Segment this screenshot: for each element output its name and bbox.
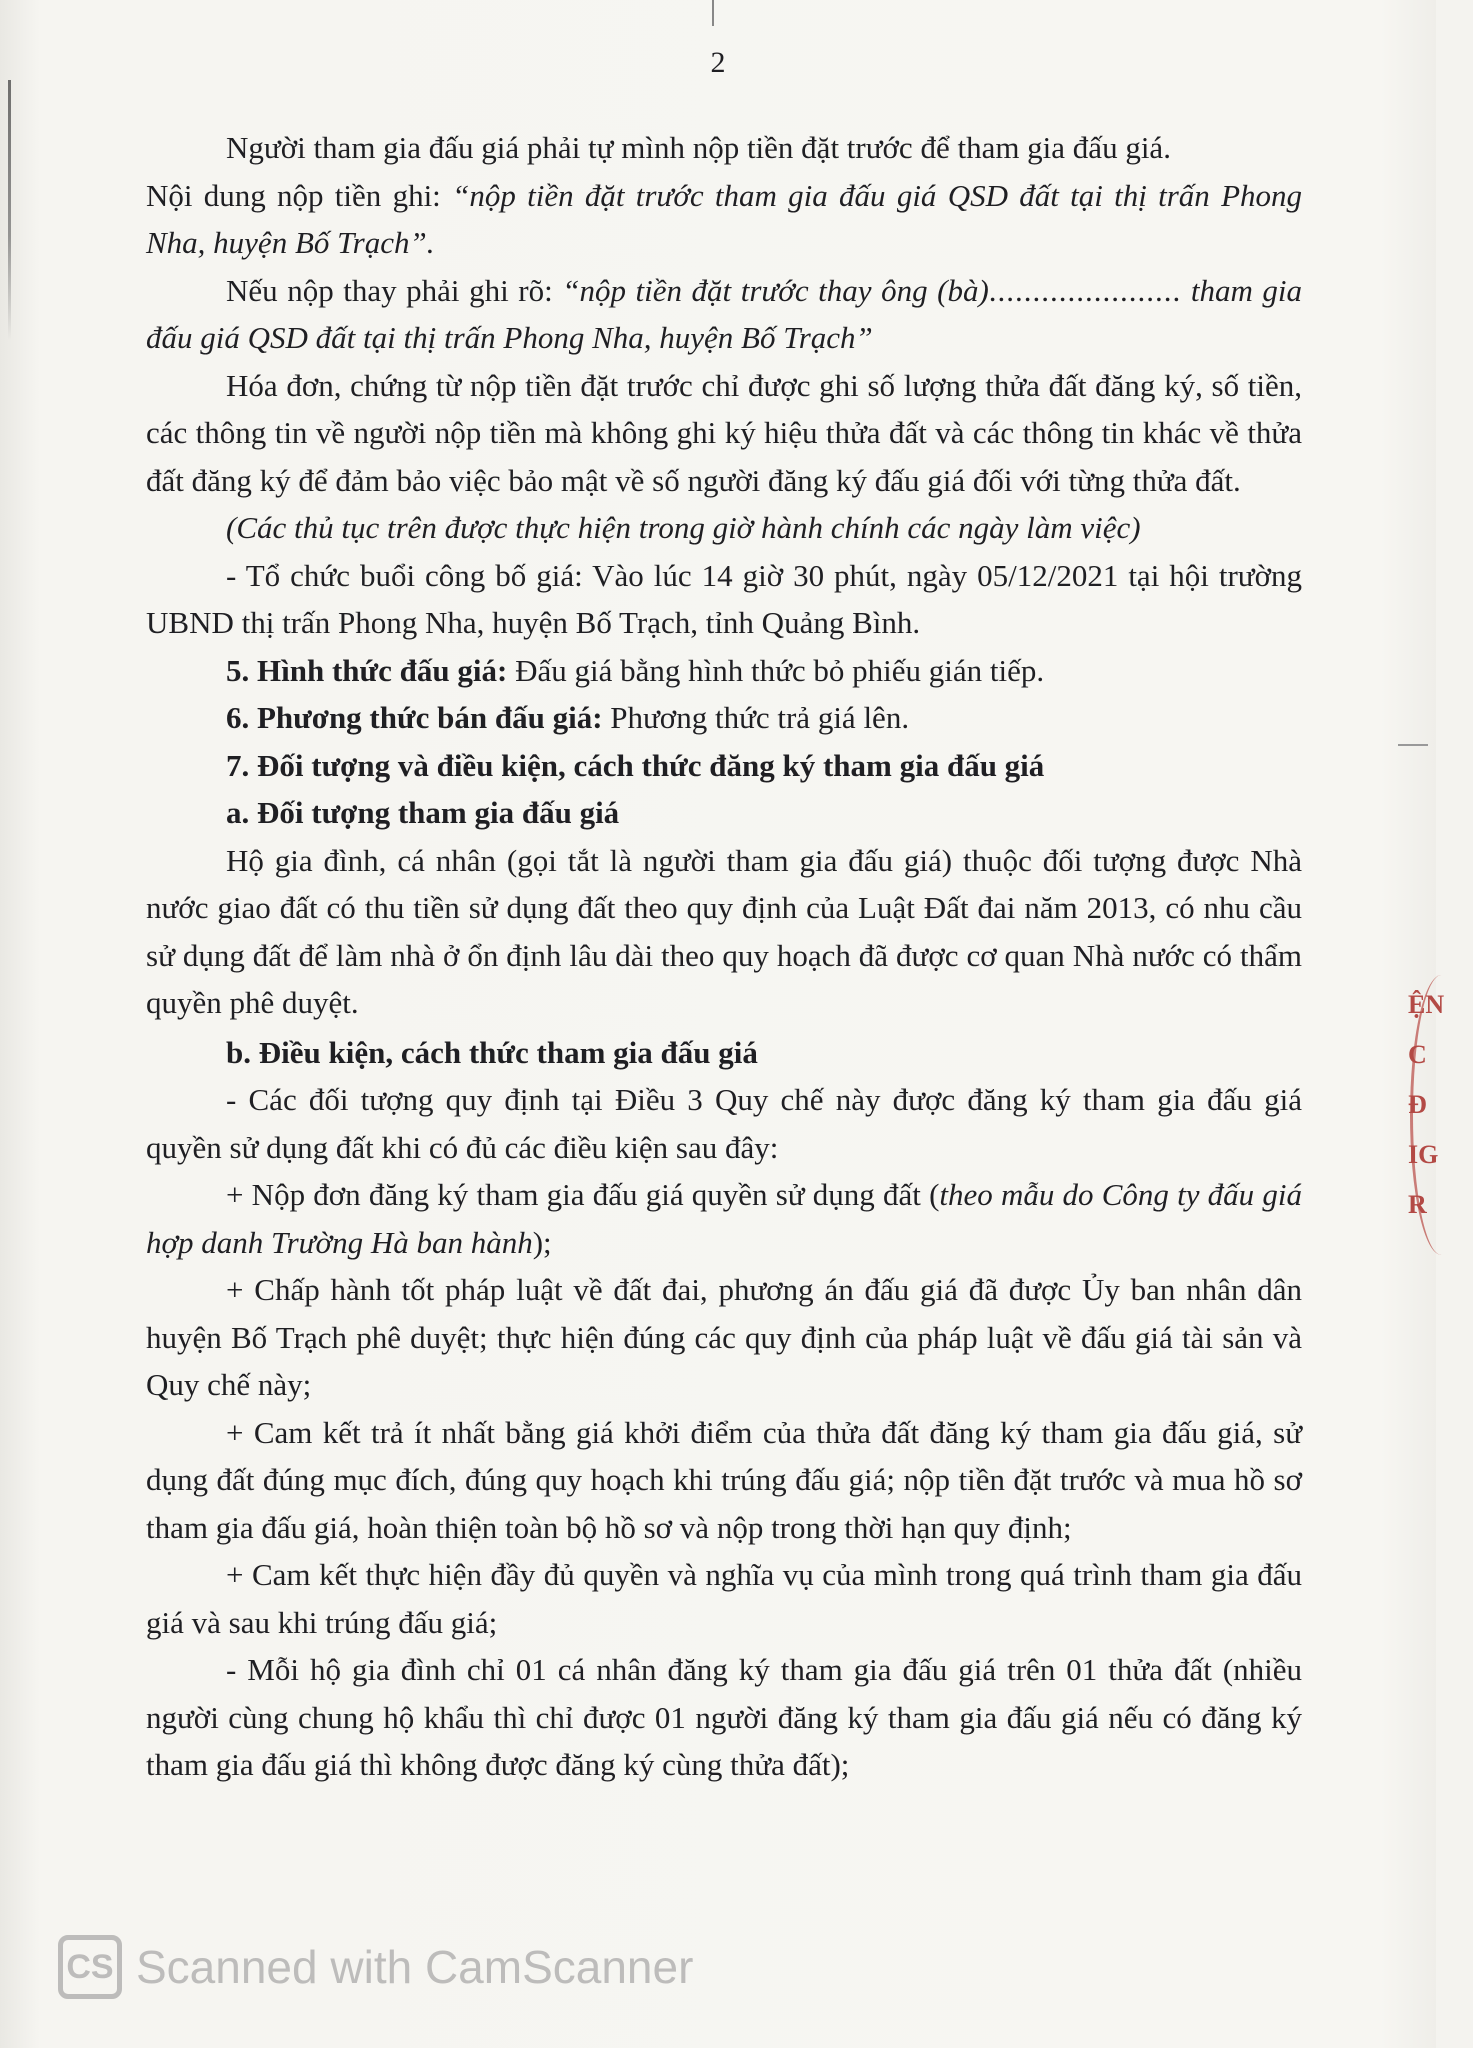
section-7-heading-text: 7. Đối tượng và điều kiện, cách thức đăng ký tham gia đấu giá [226, 747, 1045, 783]
scan-edge-shadow [8, 80, 11, 340]
seal-fragment: R [1408, 1190, 1427, 1219]
margin-dash [1398, 744, 1428, 746]
paragraph-invoice: Hóa đơn, chứng từ nộp tiền đặt trước chỉ được ghi số lượng thửa đất đăng ký, số tiền, các thông tin về người nộp tiền mà không ghi ký hiệu thửa đất và các thông tin khác về thửa đất đăng ký để đảm bảo việc bảo mật về số người đăng ký đấu giá đối với từng thửa đất. [146, 367, 1302, 498]
subsection-a-heading-text: a. Đối tượng tham gia đấu giá [226, 795, 620, 830]
paragraph-deposit-proxy-lead: Nếu nộp thay phải ghi rõ: [226, 272, 563, 308]
watermark-text: Scanned with CamScanner [136, 1941, 694, 1993]
subsection-b-heading-text: b. Điều kiện, cách thức tham gia đấu giá [226, 1034, 758, 1070]
camscanner-watermark [58, 1932, 693, 2002]
section-6-heading: 6. Phương thức bán đấu giá: [226, 700, 603, 735]
section-6-text: Phương thức trả giá lên. [602, 700, 910, 735]
paragraph-deposit-proxy [146, 267, 1302, 362]
paragraph-deposit-proxy-tail: tham gia đấu giá QSD đất tại thị trấn Phong Nha, huyện Bố Trạch” [146, 272, 1302, 355]
seal-fragment: ỆN [1408, 990, 1445, 1019]
seal-fragment: C [1408, 1040, 1427, 1069]
condition-application-lead: + Nộp đơn đăng ký tham gia đấu giá quyền sử dụng đất ( [226, 1177, 940, 1212]
section-7-heading [146, 742, 1302, 790]
condition-application-end: ); [532, 1224, 552, 1260]
paragraph-condition-compliance: + Chấp hành tốt pháp luật về đất đai, phương án đấu giá đã được Ủy ban nhân dân huyện Bố Trạch phê duyệt; thực hiện đúng các quy định của pháp luật về đấu giá tài sản và Quy chế này; [146, 1272, 1302, 1402]
condition-application-italic: theo mẫu do Công ty đấu giá hợp danh Trường Hà ban hành [146, 1177, 1302, 1260]
paragraph-condition-commit-price: + Cam kết trả ít nhất bằng giá khởi điểm của thửa đất đăng ký tham gia đấu giá, sử dụng đất đúng mục đích, đúng quy hoạch khi trúng đấu giá; nộp tiền đặt trước và mua hồ sơ tham gia đấu giá, hoàn thiện toàn bộ hồ sơ và nộp trong thời hạn quy định; [146, 1414, 1302, 1545]
section-5-heading: 5. Hình thức đấu giá: [226, 652, 508, 688]
section-6-auction-method [146, 694, 1302, 742]
red-seal-text [1408, 980, 1445, 1240]
paragraph-condition-application [146, 1171, 1302, 1266]
paragraph-deposit-proxy-quote: “nộp tiền đặt trước thay ông (bà) [562, 272, 989, 308]
fold-mark [712, 0, 714, 26]
paragraph-deposit-content-quote: “nộp tiền đặt trước tham gia đấu giá QSD đất tại thị trấn Phong Nha, huyện Bố Trạch”. [146, 177, 1303, 260]
paragraph-deposit-content-lead: Nội dung nộp tiền ghi: [146, 177, 453, 213]
seal-fragment: IG [1408, 1140, 1439, 1169]
subsection-b-heading [146, 1029, 1302, 1077]
paragraph-deposit-content [146, 172, 1302, 267]
paragraph-one-per-household: - Mỗi hộ gia đình chỉ 01 cá nhân đăng ký tham gia đấu giá trên 01 thửa đất (nhiều người cùng chung hộ khẩu thì chỉ được 01 người đăng ký tham gia đấu giá nếu có đăng ký tham gia đấu giá thì không được đăng ký cùng thửa đất); [146, 1652, 1302, 1782]
page-number: 2 [710, 46, 726, 79]
section-5-text: Đấu giá bằng hình thức bỏ phiếu gián tiếp. [507, 652, 1045, 688]
subsection-a-heading [146, 789, 1302, 837]
section-5-auction-form [146, 647, 1302, 695]
seal-fragment: Đ [1408, 1090, 1427, 1119]
paragraph-eligible-subjects: Hộ gia đình, cá nhân (gọi tắt là người tham gia đấu giá) thuộc đối tượng được Nhà nước giao đất có thu tiền sử dụng đất theo quy định của Luật Đất đai năm 2013, có nhu cầu sử dụng đất để làm nhà ở ổn định lâu dài theo quy hoạch đã được cơ quan Nhà nước có thẩm quyền phê duyệt. [146, 842, 1302, 1020]
camscanner-logo-icon: CS [58, 1935, 122, 1999]
paragraph-condition-commit-rights: + Cam kết thực hiện đầy đủ quyền và nghĩa vụ của mình trong quá trình tham gia đấu giá và sau khi trúng đấu giá; [146, 1557, 1302, 1640]
paragraph-price-announcement: - Tổ chức buổi công bố giá: Vào lúc 14 giờ 30 phút, ngày 05/12/2021 tại hội trường UBND thị trấn Phong Nha, huyện Bố Trạch, tỉnh Quảng Bình. [146, 557, 1302, 640]
paragraph-office-hours-note: (Các thủ tục trên được thực hiện trong giờ hành chính các ngày làm việc) [226, 510, 1141, 545]
document-body [146, 124, 1302, 1789]
paragraph-deposit-proxy-dots: ...................... [988, 272, 1182, 308]
paragraph-deposit-self: Người tham gia đấu giá phải tự mình nộp tiền đặt trước để tham gia đấu giá. [226, 130, 1171, 165]
paragraph-conditions-intro: - Các đối tượng quy định tại Điều 3 Quy chế này được đăng ký tham gia đấu giá quyền sử dụng đất khi có đủ các điều kiện sau đây: [146, 1082, 1302, 1165]
